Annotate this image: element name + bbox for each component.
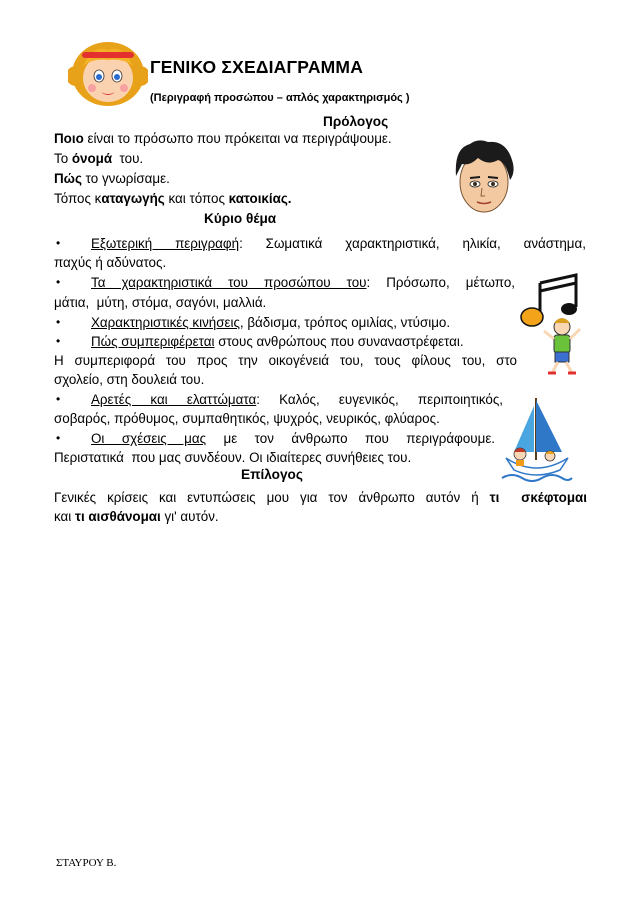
bullet-6-line-1: Οι σχέσεις μας με τον άνθρωπο που περιγράφουμε.: [91, 431, 496, 446]
bullet-1-line-1: Εξωτερική περιγραφή: Σωματικά χαρακτηριστικά, ηλικία, ανάστημα,: [91, 236, 586, 251]
epilogue-line-2: και τι αισθάνομαι γι' αυτόν.: [54, 509, 219, 524]
boy-face-icon: [448, 138, 520, 216]
bullet-4-line-1: Πώς συμπεριφέρεται στους ανθρώπους που συναναστρέφεται.: [91, 334, 464, 349]
bullet-3-line-1: Χαρακτηριστικές κινήσεις, βάδισμα, τρόπος ομιλίας, ντύσιμο.: [91, 315, 451, 330]
author-footer: ΣΤΑΥΡΟΥ Β.: [56, 857, 117, 869]
main-heading: Κύριο θέμα: [204, 211, 277, 226]
bullet-mark: •: [56, 334, 61, 348]
bullet-mark: •: [56, 275, 61, 289]
bullet-5-line-2: σοβαρός, πρόθυμος, συμπαθητικός, ψυχρός, νευρικός, φλύαρος.: [54, 411, 440, 426]
prologue-heading: Πρόλογος: [323, 114, 389, 129]
page-subtitle: (Περιγραφή προσώπου – απλός χαρακτηρισμός ): [150, 92, 410, 104]
bullet-1-line-2: παχύς ή αδύνατος.: [54, 255, 167, 270]
prologue-line-4: Τόπος καταγωγής και τόπος κατοικίας.: [54, 191, 292, 206]
bullet-4-line-3: σχολείο, στη δουλειά του.: [54, 372, 205, 387]
sailboat-kids-icon: [500, 394, 574, 486]
bullet-4-line-2: Η συμπεριφορά του προς την οικογένειά του, τους φίλους του, στο: [54, 353, 517, 368]
page-title: ΓΕΝΙΚΟ ΣΧΕΔΙΑΓΡΑΜΜΑ: [150, 57, 364, 77]
bullet-6-line-2: Περιστατικά που μας συνδέουν. Οι ιδιαίτερες συνήθειες του.: [54, 450, 412, 465]
bullet-mark: •: [56, 315, 61, 329]
prologue-line-3: Πώς το γνωρίσαμε.: [54, 171, 170, 186]
bullet-2-line-2: μάτια, μύτη, στόμα, σαγόνι, μαλλιά.: [54, 295, 267, 310]
bullet-2-line-1: Τα χαρακτηριστικά του προσώπου του: Πρόσωπο, μέτωπο,: [91, 275, 515, 290]
bullet-5-line-1: Αρετές και ελαττώματα: Καλός, ευγενικός, περιποιητικός,: [91, 392, 504, 407]
prologue-line-1: Ποιο είναι το πρόσωπο που πρόκειται να περιγράψουμε.: [54, 131, 392, 146]
music-kid-icon: [518, 273, 588, 375]
girl-face-icon: [68, 36, 148, 108]
epilogue-heading: Επίλογος: [241, 467, 303, 482]
epilogue-line-1: Γενικές κρίσεις και εντυπώσεις μου για τον άνθρωπο αυτόν ή τι σκέφτομαι: [54, 490, 587, 505]
prologue-line-2: Το όνομά του.: [54, 151, 144, 166]
bullet-mark: •: [56, 236, 61, 250]
bullet-mark: •: [56, 431, 61, 445]
bullet-mark: •: [56, 392, 61, 406]
